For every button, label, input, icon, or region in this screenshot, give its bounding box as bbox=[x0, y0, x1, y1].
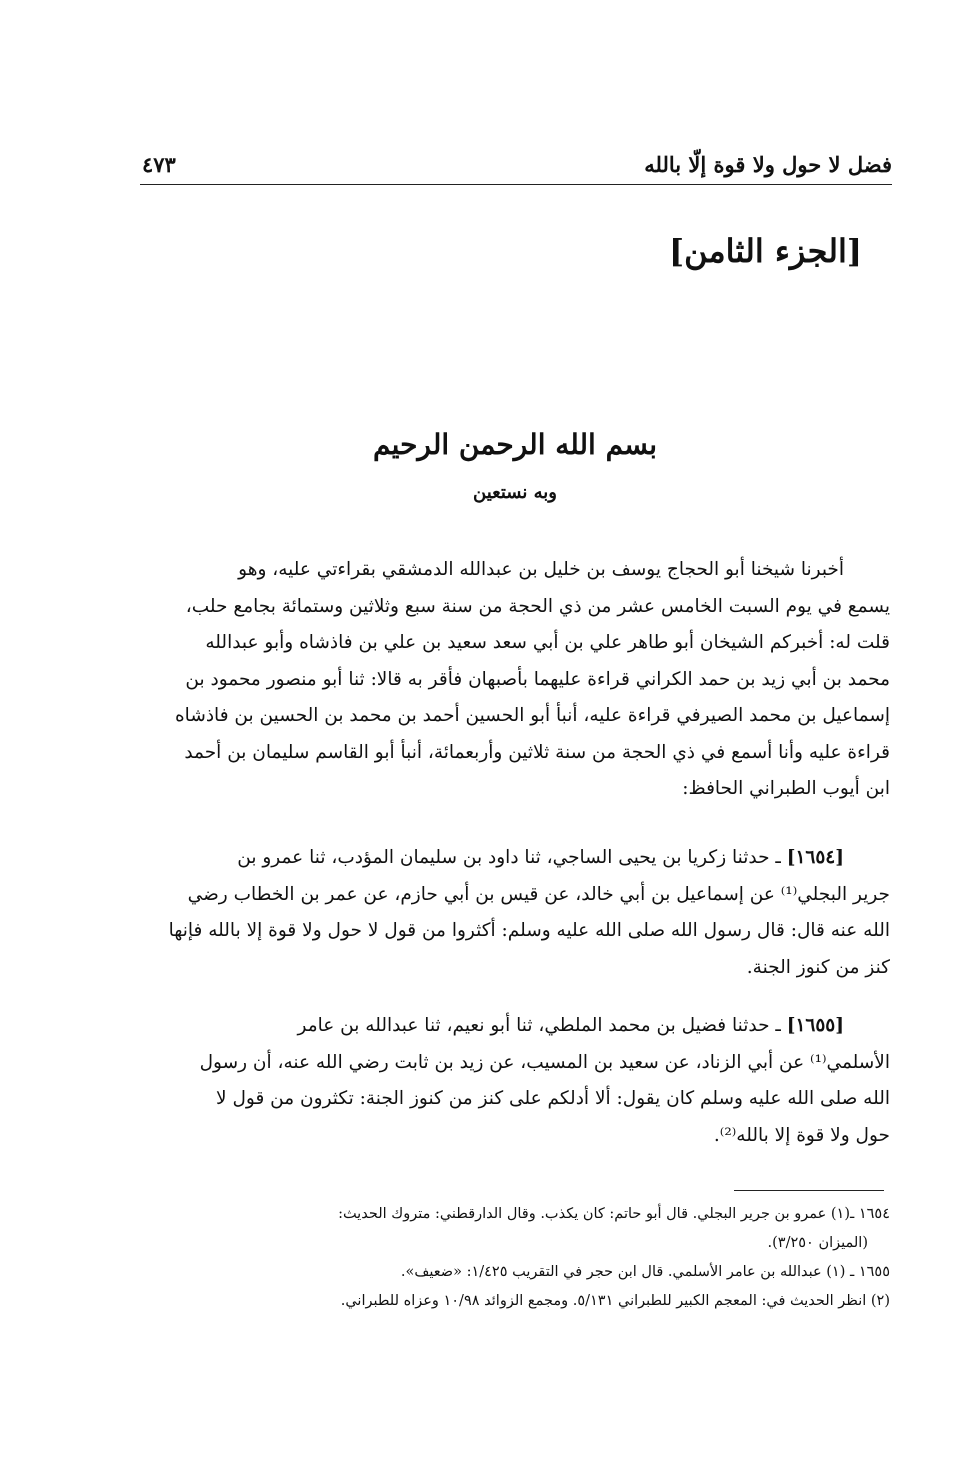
footnote-line: ١٦٥٤ ـ(١) عمرو بن جرير البجلي. قال أبو حاتم: كان يكذب. وقال الدارقطني: متروك الحديث: bbox=[338, 1206, 890, 1222]
text-line: الله صلى الله عليه وسلم كان يقول: ألا أدلكم على كنز من كنوز الجنة: تكثرون من قول لا bbox=[216, 1088, 890, 1109]
running-title: فضل لا حول ولا قوة إلّا بالله bbox=[644, 152, 892, 177]
footnote-line: (الميزان ٣/٢٥٠). bbox=[767, 1235, 868, 1251]
footnote-line: (٢) انظر الحديث في: المعجم الكبير للطبراني ٥/١٣١. ومجمع الزوائد ١٠/٩٨ وعزاه للطبراني. bbox=[340, 1293, 890, 1309]
text-line: جرير البجلي⁽¹⁾ عن إسماعيل بن أبي خالد، عن قيس بن أبي حازم، عن عمر بن الخطاب رضي bbox=[187, 883, 890, 905]
text-line: كنز من كنوز الجنة. bbox=[746, 956, 890, 978]
text-line: قراءة عليه وأنا أسمع في ذي الحجة من سنة ثلاثين وأربعمائة، أنبأ أبو القاسم سليمان بن أحمد bbox=[184, 741, 890, 763]
page-number: ٤٧٣ bbox=[142, 152, 176, 177]
text-line: محمد بن أبي زيد بن حمد الكراني قراءة عليهما بأصبهان فأقر به قالا: ثنا أبو منصور محمود بن bbox=[185, 668, 890, 690]
text-line: ابن أيوب الطبراني الحافظ: bbox=[682, 778, 890, 799]
subtitle: وبه نستعين bbox=[473, 482, 557, 503]
hadith-number: [١٦٥٥] bbox=[786, 1015, 844, 1036]
isnad-paragraph bbox=[138, 552, 890, 808]
hadith-number: [١٦٥٤] bbox=[786, 847, 844, 868]
hadith-first-line bbox=[138, 840, 890, 877]
text-line: إسماعيل بن محمد الصيرفي قراءة عليه، أنبأ أبو الحسين أحمد بن محمد بن الحسين بن فاذشاه bbox=[174, 705, 890, 726]
text-line: حول ولا قوة إلا بالله⁽²⁾. bbox=[713, 1124, 890, 1146]
hadith-1655 bbox=[138, 1008, 890, 1154]
footnote-line: ١٦٥٥ ـ (١) عبدالله بن عامر الأسلمي. قال ابن حجر في التقريب ١/٤٢٥: «ضعيف». bbox=[400, 1264, 890, 1280]
running-header bbox=[140, 148, 892, 185]
footnote-divider bbox=[734, 1190, 884, 1191]
text-line: يسمع في يوم السبت الخامس عشر من ذي الحجة من سنة سبع وثلاثين وستمائة بجامع حلب، bbox=[185, 595, 890, 617]
text-line: الله عنه قال: قال رسول الله صلى الله عليه وسلم: أكثروا من قول لا حول ولا قوة إلا بالله فإنها bbox=[168, 920, 890, 941]
basmala-heading: بسم الله الرحمن الرحيم bbox=[373, 428, 657, 461]
text-line: الأسلمي⁽¹⁾ عن أبي الزناد، عن سعيد بن المسيب، عن زيد بن ثابت رضي الله عنه، أن رسول bbox=[199, 1051, 890, 1073]
part-heading: [الجزء الثامن] bbox=[669, 232, 862, 270]
footnotes bbox=[138, 1200, 890, 1316]
hadith-1654 bbox=[138, 840, 890, 986]
text-line: ـ حدثنا زكريا بن يحيى الساجي، ثنا داود بن سليمان المؤدب، ثنا عمرو بن bbox=[237, 847, 781, 868]
text-line: أخبرنا شيخنا أبو الحجاج يوسف بن خليل بن عبدالله الدمشقي بقراءتي عليه، وهو bbox=[238, 559, 844, 580]
hadith-first-line bbox=[138, 1008, 890, 1045]
text-line: قلت له: أخبركم الشيخان أبو طاهر علي بن أبي سعد سعيد بن علي بن فاذشاه وأبو عبدالله bbox=[205, 632, 890, 653]
text-line: ـ حدثنا فضيل بن محمد الملطي، ثنا أبو نعيم، ثنا عبدالله بن عامر bbox=[297, 1015, 781, 1036]
